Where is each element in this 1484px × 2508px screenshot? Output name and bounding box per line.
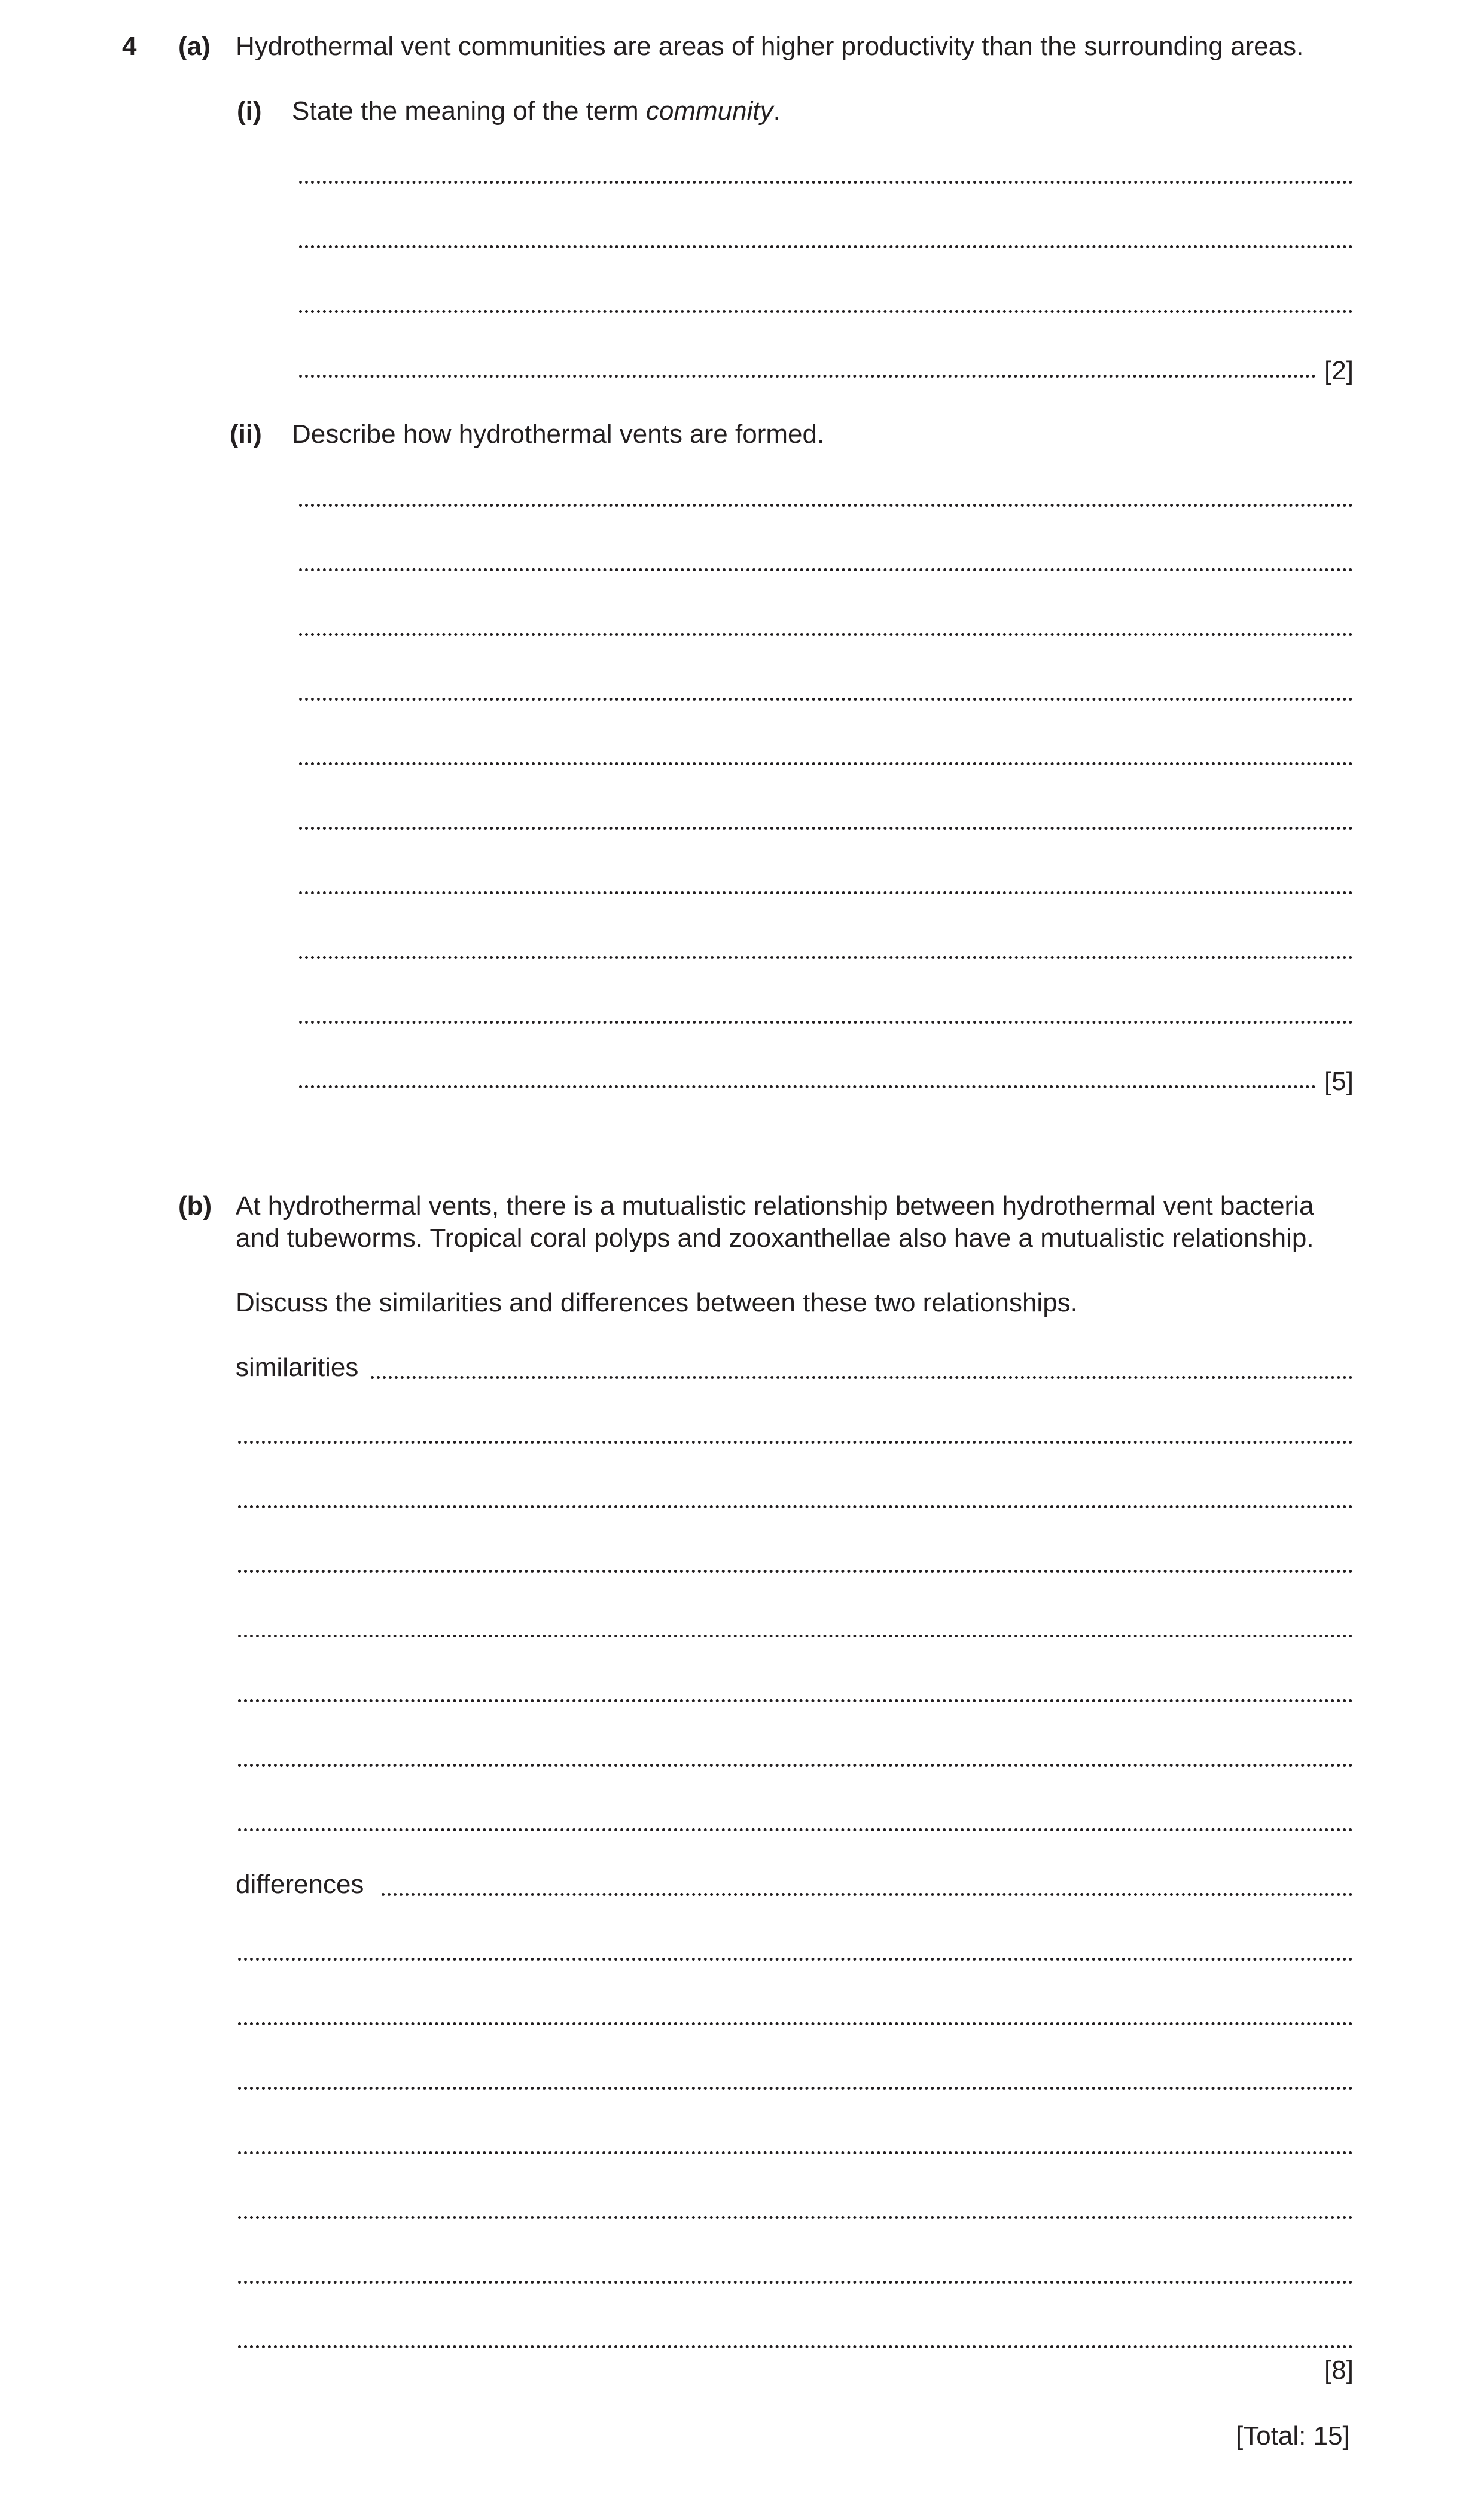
answer-line-a-i-3[interactable] [299, 310, 1353, 313]
sub-ii-label: (ii) [230, 419, 262, 449]
differences-line-1[interactable] [382, 1893, 1353, 1896]
answer-line-a-i-2[interactable] [299, 245, 1353, 248]
answer-line-a-ii-6[interactable] [299, 827, 1353, 830]
similarities-line-7[interactable] [238, 1764, 1353, 1767]
answer-line-a-ii-1[interactable] [299, 504, 1353, 507]
mark-a-ii: [5] [1324, 1067, 1354, 1096]
differences-label: differences [236, 1870, 364, 1899]
sub-ii-prompt: Describe how hydrothermal vents are formed. [292, 419, 825, 449]
answer-line-a-ii-10[interactable] [299, 1085, 1316, 1088]
differences-line-5[interactable] [238, 2151, 1353, 2154]
similarities-line-3[interactable] [238, 1505, 1353, 1508]
sub-i-prompt [292, 96, 781, 127]
sub-i-label: (i) [237, 96, 262, 126]
part-b-stem-line-1: At hydrothermal vents, there is a mutualistic relationship between hydrothermal vent bacteria [236, 1191, 1314, 1220]
sub-i-term: community [645, 96, 773, 126]
similarities-line-5[interactable] [238, 1635, 1353, 1637]
similarities-line-8[interactable] [238, 1828, 1353, 1831]
similarities-line-6[interactable] [238, 1699, 1353, 1702]
answer-line-a-ii-4[interactable] [299, 698, 1353, 701]
differences-line-2[interactable] [238, 1958, 1353, 1961]
sub-i-period: . [773, 96, 781, 126]
answer-line-a-ii-7[interactable] [299, 891, 1353, 894]
answer-line-a-ii-3[interactable] [299, 633, 1353, 636]
similarities-label: similarities [236, 1353, 359, 1382]
part-a-label: (a) [178, 32, 211, 61]
part-a-stem: Hydrothermal vent communities are areas of higher productivity than the surrounding areas. [236, 32, 1304, 61]
answer-line-a-i-4[interactable] [299, 375, 1316, 378]
question-number: 4 [122, 32, 137, 61]
differences-line-7[interactable] [238, 2281, 1353, 2284]
part-b-label: (b) [178, 1191, 212, 1220]
similarities-line-2[interactable] [238, 1441, 1353, 1444]
answer-line-a-ii-2[interactable] [299, 568, 1353, 571]
differences-line-4[interactable] [238, 2087, 1353, 2090]
similarities-line-1[interactable] [371, 1376, 1353, 1379]
part-b-instruction: Discuss the similarities and differences between these two relationships. [236, 1288, 1078, 1317]
similarities-line-4[interactable] [238, 1570, 1353, 1573]
mark-b: [8] [1324, 2355, 1354, 2385]
part-b-stem-line-2: and tubeworms. Tropical coral polyps and zooxanthellae also have a mutualistic relationship. [236, 1223, 1314, 1253]
answer-line-a-i-1[interactable] [299, 181, 1353, 184]
differences-line-8[interactable] [238, 2345, 1353, 2348]
sub-i-text: State the meaning of the term [292, 96, 646, 126]
differences-line-3[interactable] [238, 2022, 1353, 2025]
total-mark: [Total: 15] [1236, 2421, 1350, 2451]
answer-line-a-ii-9[interactable] [299, 1021, 1353, 1024]
mark-a-i: [2] [1324, 356, 1354, 385]
answer-line-a-ii-5[interactable] [299, 762, 1353, 765]
differences-line-6[interactable] [238, 2216, 1353, 2219]
answer-line-a-ii-8[interactable] [299, 956, 1353, 959]
